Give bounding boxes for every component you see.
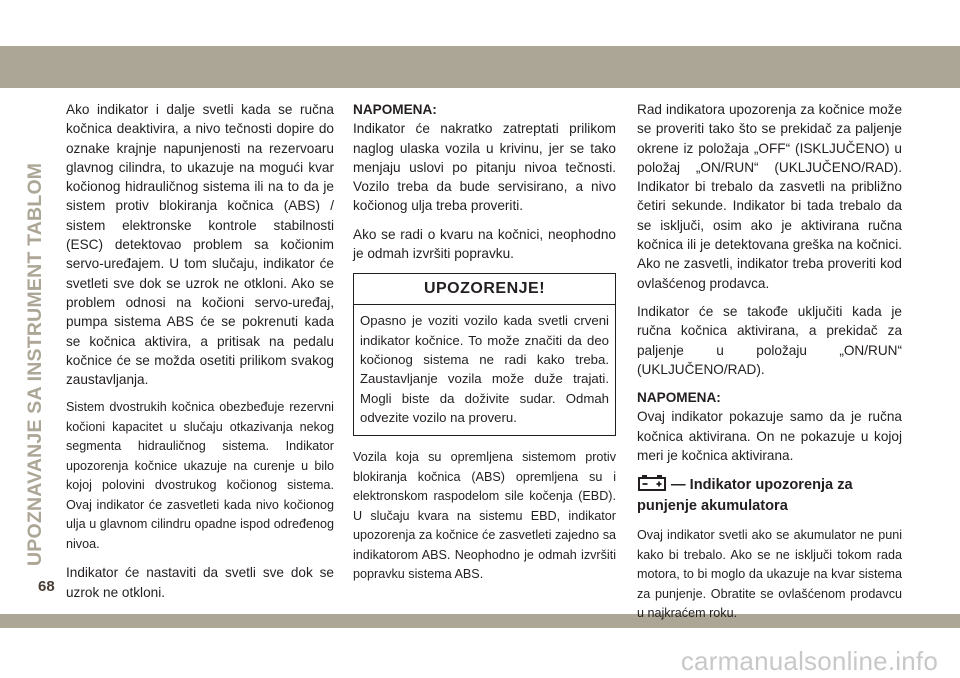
section-heading-line2: punjenje akumulatora [637,498,788,515]
paragraph-parking-brake: Indikator će se takođe uključiti kada je ručna kočnica aktivirana, a prekidač za paljenje u položaju „ON/RUN“ (UKLJUČENO/RAD). [637,303,902,377]
note-heading: NAPOMENA: [353,102,437,117]
paragraph-battery-charging: Ovaj indikator svetli ako se akumulator ne puni kako bi trebalo. Ako se ne isključi tokom rada motora, to bi moglo da ukazuje na kvar sistema za punjenje. Obratite se ovlašćenom prodavcu u najkraćem roku. [637,528,902,621]
chapter-side-title: UPOZNAVANJE SA INSTRUMENT TABLOM [24,162,46,566]
paragraph-indicator-check: Rad indikatora upozorenja za kočnice može se proveriti tako što se prekidač za paljenje okrene iz položaja „OFF“ (ISKLJUČENO) u položaj „ON/RUN“ (UKLJUČENO/RAD). Indikator bi trebalo da zasvetli na približno četiri sekunde. Indikator bi tada trebalo da se isključi, osim ako je aktivirana ručna kočnica ili je detektovana greška na kočnici. Ako ne zasvetli, indikator treba proveriti kod ovlašćenog prodavca. [637,102,902,291]
note-heading: NAPOMENA: [637,390,721,406]
paragraph-indicator-stays-on: Indikator će nastaviti da svetli sve dok se uzrok ne otkloni. [66,565,334,600]
section-heading-line1: — Indikator upozorenja za [671,477,853,494]
warning-box [353,273,616,436]
paragraph-brake-indicator-fault: Ako indikator i dalje svetli kada se ručna kočnica deaktivira, a nivo tečnosti dopire do oznake krajnje napunjenosti na rezervoaru glavnog cilindra, to ukazuje na mogući kvar kočionog hidrauličnog sistema ili na to da je sistem protiv blokiranja kočnica (ABS) / sistem elektronske kontrole stabilnosti (ESC) detektovao problem sa kočionim servo-uređajem. U tom slučaju, indikator će svetleti sve dok se uzrok ne otkloni. Ako se problem odnosi na kočioni servo-uređaj, pumpa sistema ABS će se pokrenuti kada se kočnica aktivira, a pritisak na pedalu kočnice će se možda osetiti prilikom svakog zaustavljanja. [66,102,334,388]
battery-icon [637,474,667,497]
watermark: carmanualsonline.info [680,646,938,676]
section-heading-battery [637,474,902,516]
note-text: Ovaj indikator pokazuje samo da je ručna kočnica aktivirana. On ne pokazuje u kojoj meri je kočnica aktivirana. [637,409,902,464]
paragraph-repair-immediately: Ako se radi o kvaru na kočnici, neophodno je odmah izvršiti popravku. [353,226,616,262]
column-2 [353,100,616,594]
paragraph-dual-brake-system: Sistem dvostrukih kočnica obezbeđuje rezervni kočioni kapacitet u slučaju otkazivanja nekog segmenta hidrauličnog sistema. Indikator upozorenja kočnice ukazuje na curenje u bilo kojoj polovini dvostrukog kočionog sistema. Ovaj indikator će zasvetleti kada nivo kočionog ulja u glavnom cilindru opadne ispod određenog nivoa. [66,400,334,551]
column-3 [637,100,902,633]
page-number: 68 [38,578,55,595]
note-text: Indikator će nakratko zatreptati prilikom naglog ulaska vozila u krivinu, jer se tako menjaju uslovi po pitanju nivoa tečnosti. Vozilo treba da bude servisirano, a nivo kočionog ulja treba proveriti. [353,121,616,214]
column-1 [66,100,334,611]
warning-title: UPOZORENJE! [354,274,615,305]
warning-text: Opasno je voziti vozilo kada svetli crveni indikator kočnice. To može značiti da deo kočionog sistema ne radi kako treba. Zaustavljanje vozila može duže trajati. Mogli biste da doživite sudar. Odmah odvezite vozilo na proveru. [360,313,609,425]
paragraph-ebd: Vozila koja su opremljena sistemom protiv blokiranja kočnica (ABS) opremljena su i elektronskom raspodelom sile kočenja (EBD). U slučaju kvara na sistemu EBD, indikator upozorenja za kočnice će zasvetleti zajedno sa indikatorom ABS. Neophodno je odmah izvršiti popravku sistema ABS. [353,450,616,582]
header-band [0,46,960,88]
